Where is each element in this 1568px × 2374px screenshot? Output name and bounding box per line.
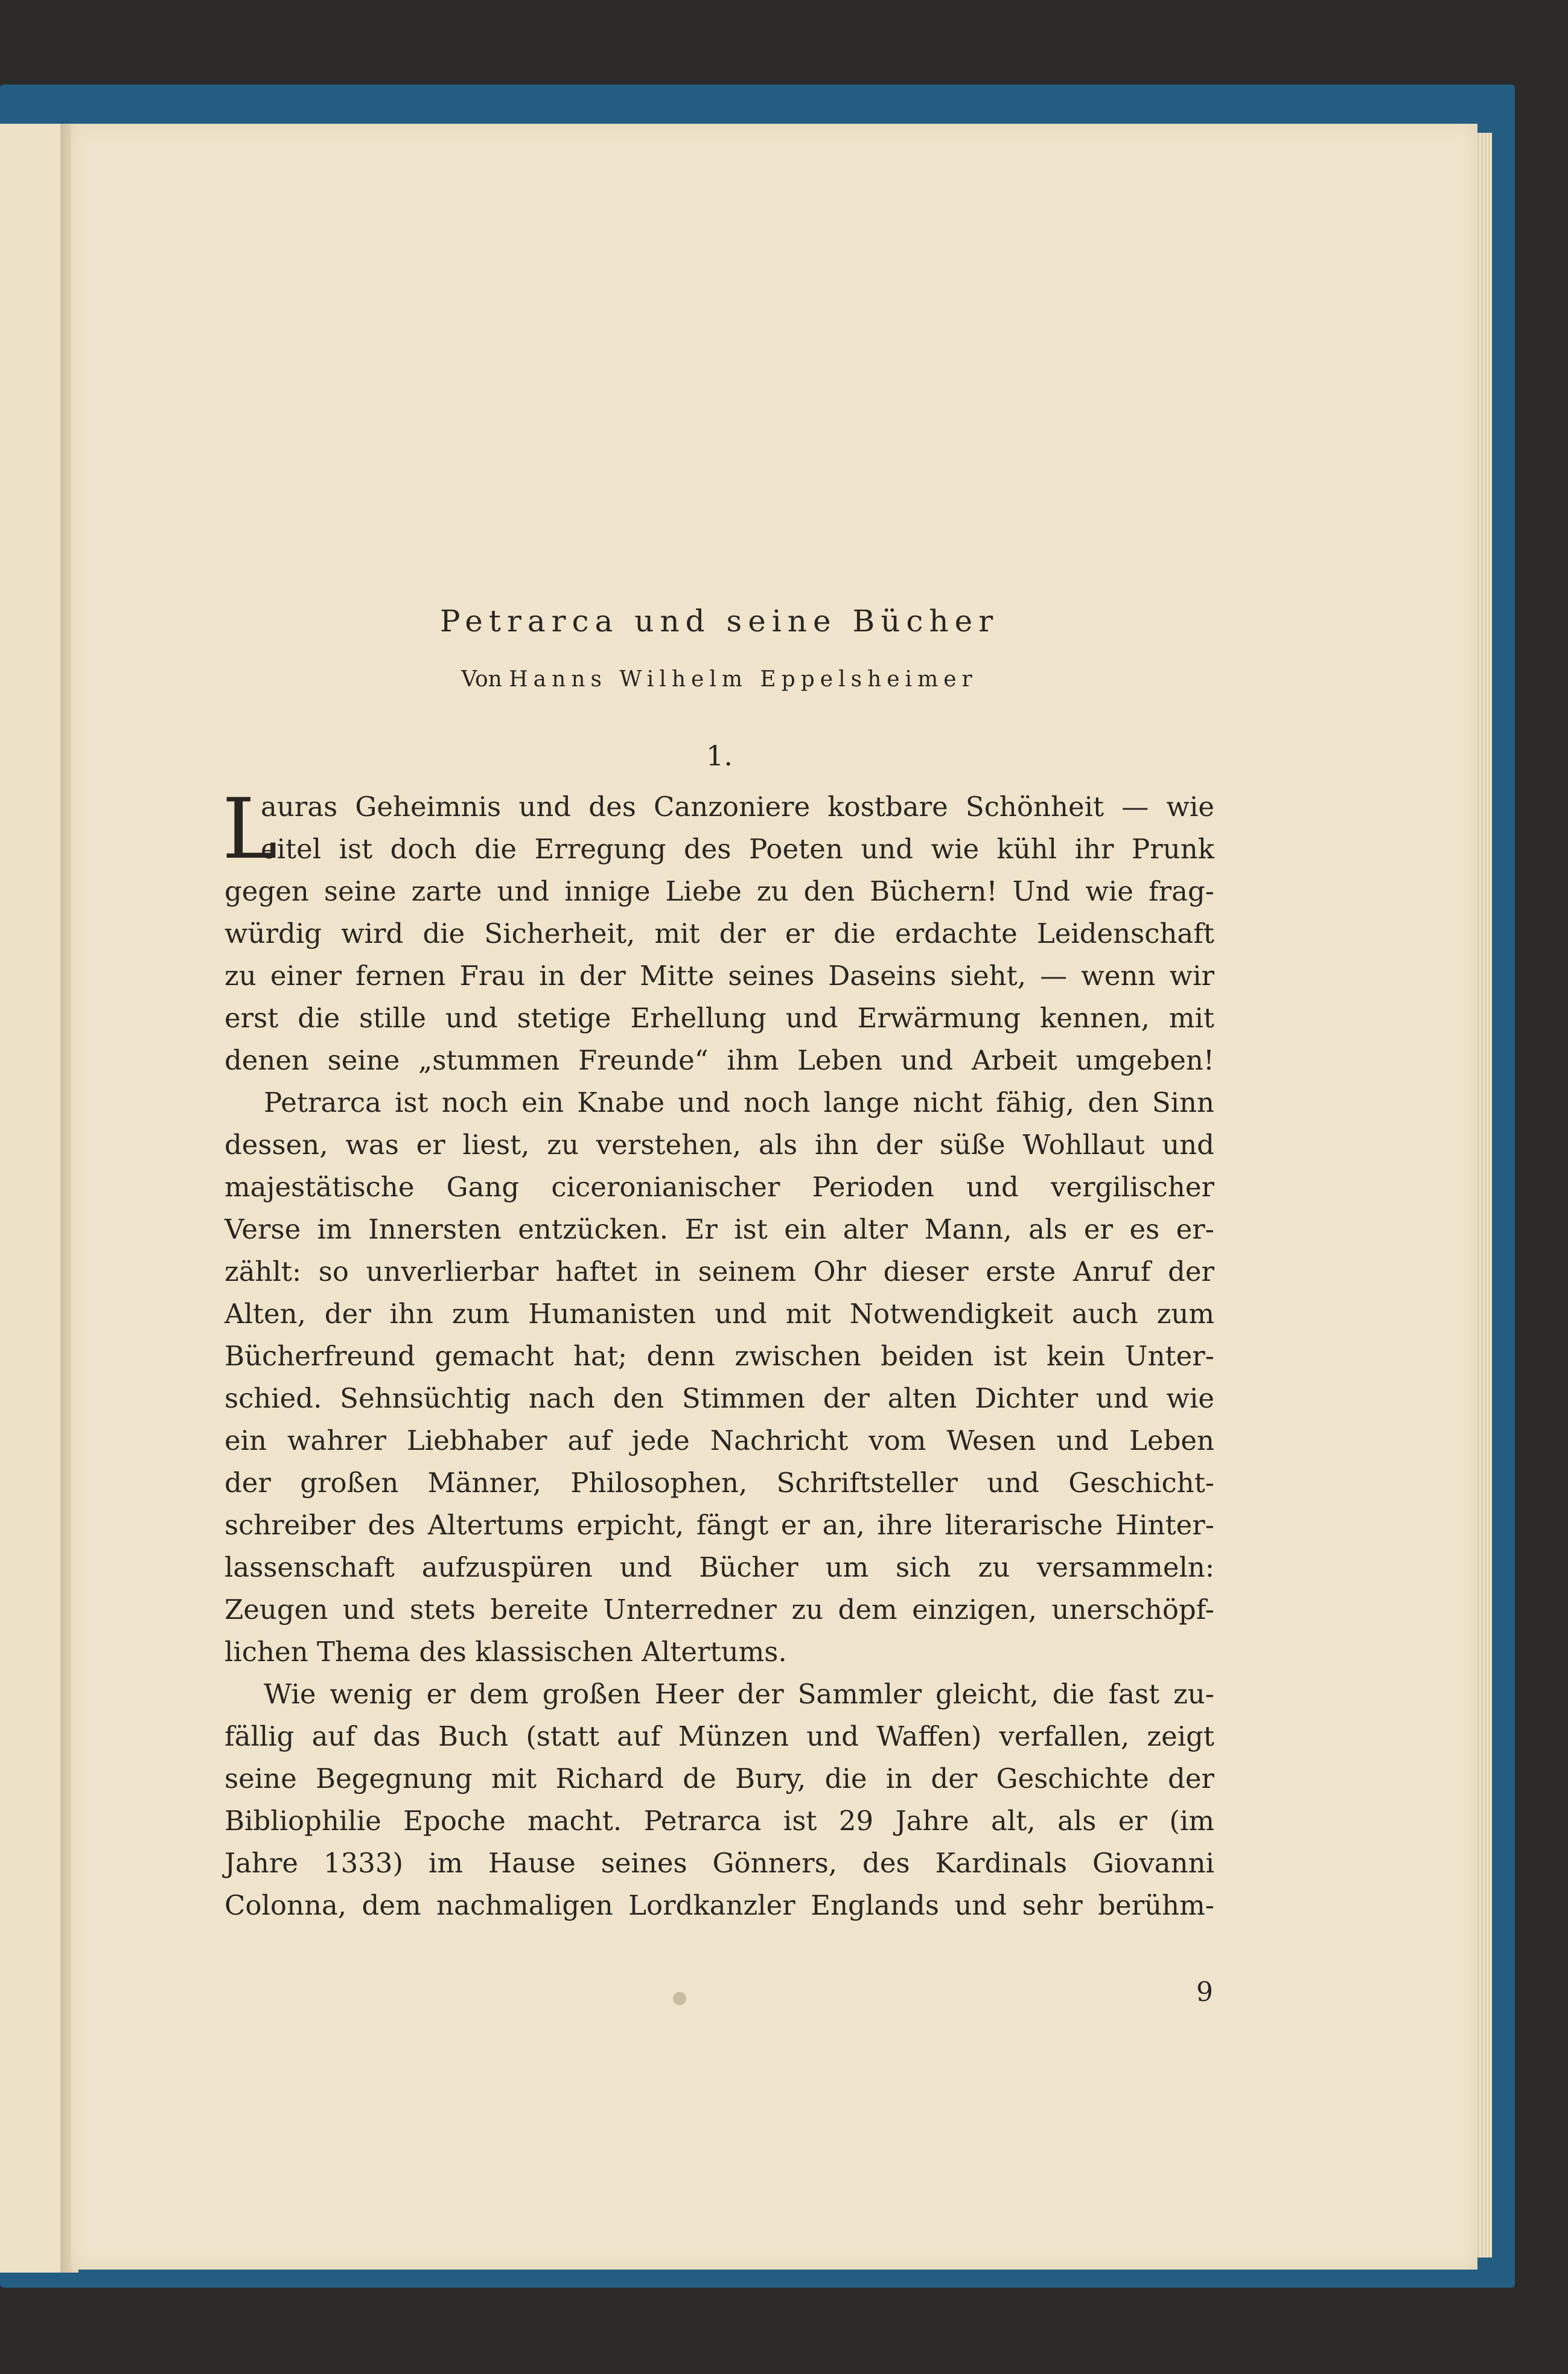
article-title: Petrarca und seine Bücher [439,604,999,639]
left-page-edge [0,124,66,2273]
text-line: fällig auf das Buch (statt auf Münzen und Waffen) verfallen, zeigt [225,1720,1214,1752]
text-line: der großen Männer, Philosophen, Schriftsteller und Geschicht- [225,1467,1214,1499]
text-line: Petrarca ist noch ein Knabe und noch lange nicht fähig, den Sinn [264,1086,1214,1118]
text-line: majestätische Gang ciceronianischer Perioden und vergilischer [225,1171,1214,1203]
text-line: Bücherfreund gemacht hat; denn zwischen beiden ist kein Unter- [225,1340,1214,1372]
page-number: 9 [1196,1977,1213,2008]
text-line: Bibliophilie Epoche macht. Petrarca ist 29 Jahre alt, als er (im [225,1805,1214,1837]
article-author [225,667,1214,692]
text-line: Wie wenig er dem großen Heer der Sammler gleicht, die fast zu- [264,1678,1214,1710]
text-line: lassenschaft aufzuspüren und Bücher um sich zu versammeln: [225,1551,1214,1583]
text-line: Zeugen und stets bereite Unterredner zu dem einzigen, unerschöpf- [225,1594,1214,1626]
text-line: schreiber des Altertums erpicht, fängt er an, ihre literarische Hinter- [225,1509,1214,1541]
text-line: erst die stille und stetige Erhellung und Erwärmung kennen, mit [225,1002,1214,1034]
text-line: gegen seine zarte und innige Liebe zu den Büchern! Und wie frag- [225,875,1214,907]
text-line: würdig wird die Sicherheit, mit der er die erdachte Leidenschaft [225,917,1214,949]
page-edges [1477,133,1492,2258]
text-line: Alten, der ihn zum Humanisten und mit Notwendigkeit auch zum [225,1298,1214,1330]
text-line: ein wahrer Liebhaber auf jede Nachricht vom Wesen und Leben [225,1425,1214,1457]
text-line: denen seine „stummen Freunde“ ihm Leben und Arbeit umgeben! [225,1044,1214,1076]
text-line: Jahre 1333) im Hause seines Gönners, des Kardinals Giovanni [225,1847,1214,1879]
text-line: Colonna, dem nachmaligen Lordkanzler Englands und sehr berühm- [225,1889,1214,1921]
text-line: zählt: so unverlierbar haftet in seinem Ohr dieser erste Anruf der [225,1256,1214,1288]
section-number: 1. [706,739,733,772]
text-line: dessen, was er liest, zu verstehen, als ihn der süße Wohllaut und [225,1129,1214,1161]
text-line: Verse im Innersten entzücken. Er ist ein alter Mann, als er es er- [225,1213,1214,1245]
text-line: schied. Sehnsüchtig nach den Stimmen der alten Dichter und wie [225,1382,1214,1414]
author-name: Hanns Wilhelm Eppelsheimer [509,667,978,692]
text-line: eitel ist doch die Erregung des Poeten und wie kühl ihr Prunk [261,833,1214,865]
text-line: auras Geheimnis und des Canzoniere kostbare Schönheit — wie [261,791,1214,823]
text-line: zu einer fernen Frau in der Mitte seines Daseins sieht, — wenn wir [225,960,1214,992]
paper-blemish [673,1992,686,2005]
text-line: lichen Thema des klassischen Altertums. [225,1636,787,1668]
author-prefix: Von [461,667,502,692]
drop-cap: L [222,780,278,878]
text-line: seine Begegnung mit Richard de Bury, die in der Geschichte der [225,1763,1214,1795]
